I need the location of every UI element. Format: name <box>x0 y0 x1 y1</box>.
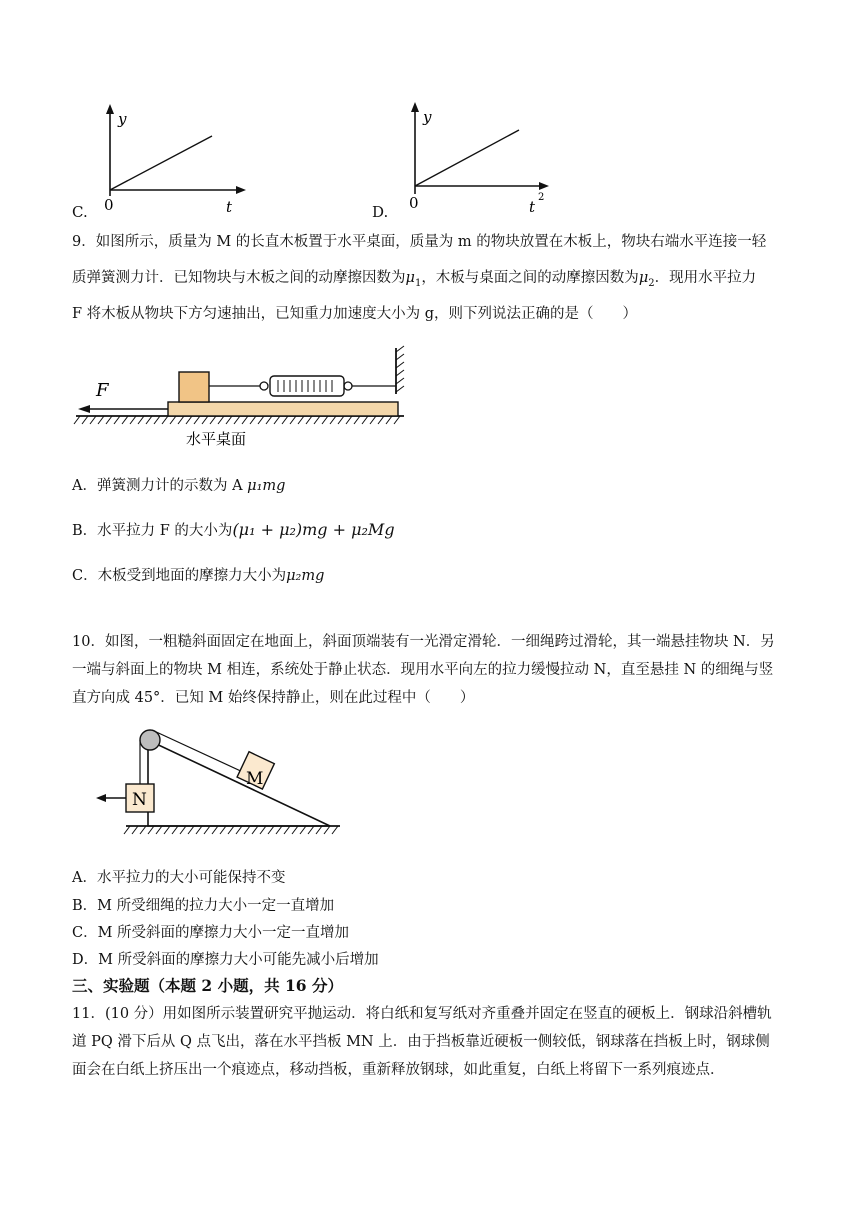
q10-option-d[interactable]: D．M 所受斜面的摩擦力大小可能先减小后增加 <box>72 952 379 968</box>
q10-option-a[interactable]: A．水平拉力的大小可能保持不变 <box>72 870 286 886</box>
q9-option-c[interactable] <box>72 566 324 586</box>
q9-option-c-text: C．木板受到地面的摩擦力大小为 <box>72 568 287 584</box>
graph-d-y-arrow <box>411 102 419 112</box>
option-c-label: C. <box>72 203 88 221</box>
q9-option-c-math: μ₂mg <box>286 568 325 584</box>
q9-line-2c: ．现用水平拉力 <box>654 270 757 286</box>
q9-option-b-text: B．水平拉力 F 的大小为 <box>72 523 233 539</box>
option-d-label: D. <box>372 203 389 221</box>
q9-option-b-math: (μ₁ + μ₂)mg + μ₂Mg <box>232 520 395 539</box>
graph-c-y-label: y <box>118 110 127 128</box>
pull-arrowhead <box>96 794 106 802</box>
scale-hook <box>260 382 268 390</box>
q9-figure <box>72 340 422 452</box>
q11-line-2: 道 PQ 滑下后从 Q 点飞出，落在水平挡板 MN 上．由于挡板靠近硬板一侧较低，钢球落在挡板上时，钢球侧 <box>72 1034 770 1050</box>
q9-option-a-math: μ₁mg <box>247 478 286 494</box>
q9-line-1: 9．如图所示，质量为 M 的长直木板置于水平桌面，质量为 m 的物块放置在木板上，物块右端水平连接一轻 <box>72 234 767 250</box>
table-hatch <box>74 416 400 424</box>
q9-option-a-text: A．弹簧测力计的示数为 A <box>72 478 248 494</box>
pulley <box>140 730 160 750</box>
graph-d <box>395 98 565 220</box>
mu2-subscript: 2 <box>648 277 655 289</box>
incline <box>148 740 330 826</box>
graph-c-origin: 0 <box>104 196 114 214</box>
mu1-symbol: μ <box>405 270 415 286</box>
block-m-label: M <box>246 769 264 789</box>
graph-d-line <box>415 130 519 186</box>
graph-c <box>90 100 260 220</box>
scale-ring <box>344 382 352 390</box>
table-caption: 水平桌面 <box>186 430 247 448</box>
q9-line-2 <box>72 268 756 294</box>
block <box>179 372 209 402</box>
graph-c-x-label: t <box>226 198 233 216</box>
q10-line-3: 直方向成 45°．已知 M 始终保持静止，则在此过程中（ ） <box>72 690 475 706</box>
q11-line-1: 11．(10 分）用如图所示装置研究平抛运动．将白纸和复写纸对齐重叠并固定在竖直的硬板上．钢球沿斜槽轨 <box>72 1006 772 1022</box>
graph-d-x-label: t <box>529 198 536 216</box>
q9-line-3: F 将木板从物块下方匀速抽出，已知重力加速度大小为 g，则下列说法正确的是（ ） <box>72 306 638 322</box>
graph-d-x-superscript: 2 <box>538 192 545 203</box>
graph-d-origin: 0 <box>409 194 419 212</box>
wall-hatch <box>396 346 404 392</box>
q9-line-2b: ，木板与桌面之间的动摩擦因数为 <box>421 270 639 286</box>
graph-d-x-arrow <box>539 182 549 190</box>
q9-line-2a: 质弹簧测力计．已知物块与木板之间的动摩擦因数为 <box>72 270 406 286</box>
q11-line-3: 面会在白纸上挤压出一个痕迹点，移动挡板，重新释放钢球，如此重复，白纸上将留下一系列痕迹点． <box>72 1062 725 1078</box>
q10-line-2: 一端与斜面上的物块 M 相连，系统处于静止状态．现用水平向左的拉力缓慢拉动 N，直至悬挂 N 的细绳与竖 <box>72 662 774 678</box>
q9-option-b[interactable] <box>72 520 395 541</box>
q10-option-b[interactable]: B．M 所受细绳的拉力大小一定一直增加 <box>72 898 335 914</box>
mu2-symbol: μ <box>638 270 649 286</box>
graph-d-y-label: y <box>423 108 432 126</box>
block-n-label: N <box>132 790 147 810</box>
graph-c-line <box>110 136 212 190</box>
section-3-title: 三、实验题（本题 2 小题，共 16 分） <box>72 976 343 995</box>
q10-line-1: 10．如图，一粗糙斜面固定在地面上，斜面顶端装有一光滑定滑轮．一细绳跨过滑轮，其一端悬挂物块 N．另 <box>72 634 775 650</box>
q9-option-a[interactable] <box>72 476 285 496</box>
board <box>168 402 398 416</box>
q10-figure <box>90 722 350 842</box>
spring-scale <box>270 376 344 396</box>
ground-hatch <box>124 826 338 834</box>
force-label: F <box>96 380 109 401</box>
mu1-subscript: 1 <box>414 277 422 289</box>
graph-c-x-arrow <box>236 186 246 194</box>
force-arrowhead <box>78 405 90 413</box>
q10-option-c[interactable]: C．M 所受斜面的摩擦力大小一定一直增加 <box>72 925 350 941</box>
graph-c-y-arrow <box>106 104 114 114</box>
